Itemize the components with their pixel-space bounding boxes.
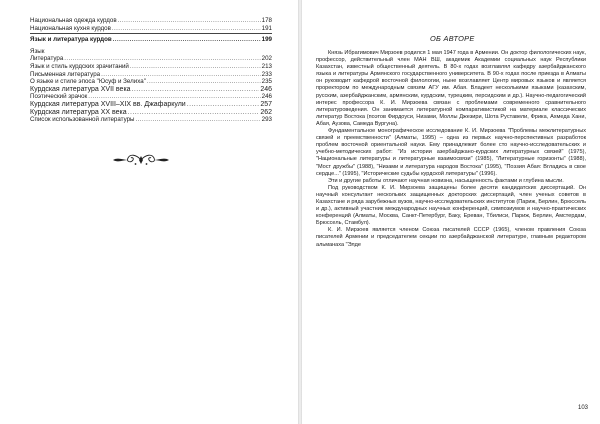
- toc-leader-dots: [130, 63, 261, 71]
- toc-entry: [30, 109, 272, 117]
- toc-entry-page: 246: [261, 93, 272, 101]
- page-number: 103: [577, 405, 588, 411]
- paragraph: Эти и другие работы отличают научная новизна, насыщенность фактами и глубина мысли.: [328, 177, 564, 184]
- toc-entry: [30, 63, 272, 71]
- toc-entry-title: Язык и стиль курдских зрачитаний: [30, 62, 129, 70]
- toc-leader-dots: [118, 17, 261, 25]
- toc-entry: [30, 55, 272, 63]
- toc-entry-title: Национальная одежда курдов: [30, 17, 117, 24]
- toc-leader-dots: [64, 55, 260, 63]
- paragraph: Под руководством К. И. Мирзоева защищены более десяти кандидатских диссертаций. Он научный консультант нескольких защищенных докторских диссертаций, член ученых советов в Казахстане и ряда зарубежных вузов, научно-исследовательских институтов (Париж, Берлин, Брюссель и др.), активный участник международных научных конференций, симпозиумов и научно-практических конференций (Алматы, Москва, Санкт-Петербург, Баку, Ереван, Тбилиси, Париж, Берлин, Амстердам, Брюссель, Стамбул).: [316, 184, 586, 227]
- toc-entry-title: Литература: [30, 55, 64, 63]
- toc-entry-page: 233: [261, 70, 272, 78]
- left-page: [0, 0, 298, 424]
- toc-entry-title: Язык: [30, 47, 45, 55]
- toc-entry: [30, 93, 272, 101]
- toc-entry: [30, 71, 272, 79]
- toc-entry-page: 257: [260, 100, 272, 108]
- toc-entry: [30, 86, 272, 94]
- body-text: [316, 50, 586, 249]
- toc-entry-title: Язык и литература курдов: [30, 36, 112, 44]
- toc-entry-page: 235: [261, 78, 272, 86]
- decorative-ornament-icon: [112, 153, 170, 167]
- toc-entry-page: 199: [261, 36, 272, 44]
- toc-entry-title: Список использованной литературы: [30, 116, 135, 124]
- toc-entry-page: 202: [261, 55, 272, 63]
- toc-entry-page: 213: [261, 62, 272, 70]
- right-page: [302, 0, 600, 424]
- toc-leader-dots: [132, 86, 260, 94]
- toc-entry-title: Курдская литература XVII века: [30, 85, 131, 93]
- toc-leader-dots: [128, 109, 260, 117]
- paragraph: К. И. Мирзоев является членом Союза писателей СССР (1965), членом правления Союза писателей Армении и председателем секции по азербайджанской литературе, главным редактором альманаха "Элде: [316, 227, 586, 248]
- table-of-contents: [30, 17, 272, 124]
- toc-entry-page: 262: [260, 108, 272, 116]
- toc-leader-dots: [88, 93, 260, 101]
- toc-entry: [30, 78, 272, 86]
- toc-leader-dots: [147, 78, 261, 86]
- paragraph: Фундаментальное монографическое исследование К. И. Мирзоева "Проблемы межлитературных связей и преемственности" (Алматы, 1995) – одна из первых научно-перспективных разработок проблем восточной ориентальной науки. Ему принадлежит более сто научно-исследовательских и учебно-методических работ: "Из истории азербайджано-курдских литературных связей" (1975), "Национальные литературы и литературные взаимосвязи" (1985), "Литературные горизонты" (1988), "Мост дружбы" (1988), "Низами и литература народов Востока" (1995), "Поэзия Абая: Вгладись в свое сердце..." (1995), "Исторические судьбы курдской литературы" (1996).: [316, 128, 586, 177]
- toc-entry-title: Курдская литература XX века: [30, 108, 127, 116]
- toc-divider: [30, 33, 272, 34]
- section-heading: ОБ АВТОРЕ: [430, 34, 475, 43]
- toc-entry: [30, 101, 272, 109]
- toc-entry-title: О языке и стиле эпоса "Юсуф и Зелиха": [30, 78, 146, 86]
- toc-entry: [30, 25, 272, 33]
- toc-entry-title: Национальная кухня курдов: [30, 24, 111, 32]
- toc-entry: [30, 17, 272, 25]
- toc-entry-page: 293: [261, 116, 272, 124]
- toc-entry-page: 191: [261, 24, 272, 32]
- toc-entry-title: Курдская литература XVIII–XIX вв. Джафаркули: [30, 100, 186, 108]
- toc-entry-page: 178: [261, 17, 272, 24]
- toc-leader-dots: [187, 101, 260, 109]
- toc-entry: [30, 116, 272, 124]
- toc-entry-title: Письменная литература: [30, 70, 101, 78]
- toc-leader-dots: [136, 116, 261, 124]
- toc-leader-dots: [112, 25, 261, 33]
- toc-entry: [30, 48, 272, 56]
- paragraph: Князь Ибрагимович Мирзоев родился 1 мая 1947 года в Армении. Он доктор филологических наук, профессор, действительный член МАН ВШ, академик Академии социальных наук Республики Казахстан, известный общественный деятель. В 80-х годах возглавлял кафедру азербайджанского языка и литературы Армянского государственного университета. В 90-х годах после приезда в Алматы он руководит кафедрой восточной филологии, ныне возглавляет Центр мировых языков и является проректором по международным связям АГУ им. Абая. Владеет несколькими языками (казахским, русским, азербайджанским, армянским, курдским, турецким, персидским и др.). Научно-педагогический интерес профессора К. И. Мирзоева связан с проблемами современного сравнительного литературоведения. Он занимается литературной компаративистикой на материале классических литератур Востока (поэтов Фирдоуси, Низами, Моллы Джезири, Шота Руставели, Фрика, Ахмеда Хани, Абая, Аузова, Самеда Вургуна).: [316, 50, 586, 127]
- toc-section-heading: [30, 36, 272, 44]
- toc-leader-dots: [113, 36, 261, 44]
- toc-entry-title: Поэтический зрачок: [30, 93, 88, 101]
- toc-entry-page: 246: [260, 85, 272, 93]
- toc-leader-dots: [101, 71, 261, 79]
